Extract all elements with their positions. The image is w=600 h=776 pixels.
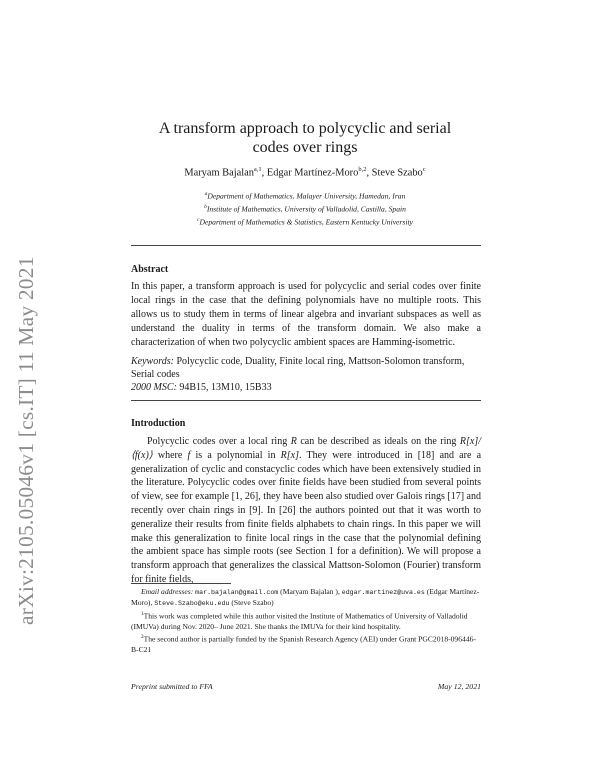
- msc-label: 2000 MSC:: [131, 382, 177, 394]
- affiliation-line: $^c$Department of Mathematics & Statistics, Eastern Kentucky University: [197, 217, 413, 227]
- email-link[interactable]: Steve.Szabo@eku.edu: [154, 600, 230, 608]
- author-name: Steve Szabo: [371, 167, 423, 179]
- footnotes: [131, 587, 481, 655]
- author-name: Maryam Bajalan: [184, 167, 254, 179]
- affiliation-list: [120, 189, 490, 228]
- email-link[interactable]: edgar.martinez@uva.es: [341, 589, 425, 596]
- author-affiliation-mark: a,1: [253, 166, 262, 173]
- author-affiliation-mark: c: [422, 166, 426, 173]
- abstract-bottom-rule: [131, 400, 481, 401]
- abstract-heading: Abstract: [131, 264, 169, 275]
- msc-codes: 94B15, 13M10, 15B33: [179, 382, 272, 394]
- paper-title: A transform approach to polycyclic and serial codes over rings: [158, 120, 452, 156]
- author-list: Maryam Bajalan$^{a,1}$, Edgar Martínez-Moro$^{b,2}$, Steve Szabo$^c$: [184, 166, 426, 179]
- introduction-paragraph: Polycyclic codes over a local ring R can be described as ideals on the ring R[x]/⟨f(x)⟩ where f is a polynomial in R[x]. They were introduced in [18] and are a generalization of cyclic and constacyclic codes which have been extensively studied in the literature. Polycyclic codes over finite fields have been studied from several points of view, see for example [1, 26], they have been also studied over Galois rings [17] and recently over chain rings in [9]. In [26] the authors pointed out that it was worth to generalize their results from finite fields alphabets to chain rings. In this paper we will make this generalization to finite local rings in the case that the polynomial defining the ambient space has simple roots (see Section 1 for a definition). We will propose a transform approach that generalizes the classical Mattson-Solomon (Fourier) transform for finite fields,: [131, 436, 482, 585]
- footnote-2: $^2$The second author is partially funded by the Spanish Research Agency (AEI) under Grant PGC2018-096446-B-C21: [131, 634, 476, 655]
- abstract-top-rule: [131, 245, 481, 246]
- arxiv-identifier-stamp: arXiv:2105.05046v1 [cs.IT] 11 May 2021: [14, 256, 38, 625]
- introduction-heading: Introduction: [131, 418, 186, 429]
- footnote-emails: Email addresses: mar.bajalan@gmail.com (Maryam Bajalan ), edgar.martinez@uva.es (Edgar Martínez-Moro), Steve.Szabo@eku.edu (Steve Szabo): [131, 587, 480, 608]
- footnote-1: $^1$This work was completed while this author visited the Institute of Mathematics of University of Valladolid (IMUVa) during Nov. 2020– June 2021. She thanks the IMUVa for their kind hospitality.: [131, 611, 468, 632]
- author-name: Edgar Martínez-Moro: [266, 167, 359, 179]
- footer-date: May 12, 2021: [437, 682, 481, 691]
- affiliation-line: $^a$Department of Mathematics, Malayer University, Hamedan, Iran: [204, 191, 406, 201]
- footnote-rule: [131, 583, 231, 584]
- page-footer: [131, 682, 481, 691]
- author-affiliation-mark: b,2: [358, 166, 367, 173]
- abstract-text: In this paper, a transform approach is used for polycyclic and serial codes over finite local rings in the case that the defining polynomials have no multiple roots. This allows us to study them in terms of linear algebra and invariant subspaces as well as understand the duality in terms of the transform domain. We also make a characterization of when two polycyclic ambient spaces are Hamming-isometric.: [131, 281, 481, 348]
- keywords-label: Keywords:: [131, 356, 174, 367]
- email-link[interactable]: mar.bajalan@gmail.com: [195, 589, 279, 596]
- footer-preprint-note: Preprint submitted to FFA: [131, 682, 213, 691]
- affiliation-line: $^b$Institute of Mathematics, University of Valladolid, Castilla, Spain: [204, 204, 406, 214]
- keywords-block: [131, 355, 481, 395]
- keywords-text: Polycyclic code, Duality, Finite local ring, Mattson-Solomon transform, Serial codes: [131, 356, 465, 381]
